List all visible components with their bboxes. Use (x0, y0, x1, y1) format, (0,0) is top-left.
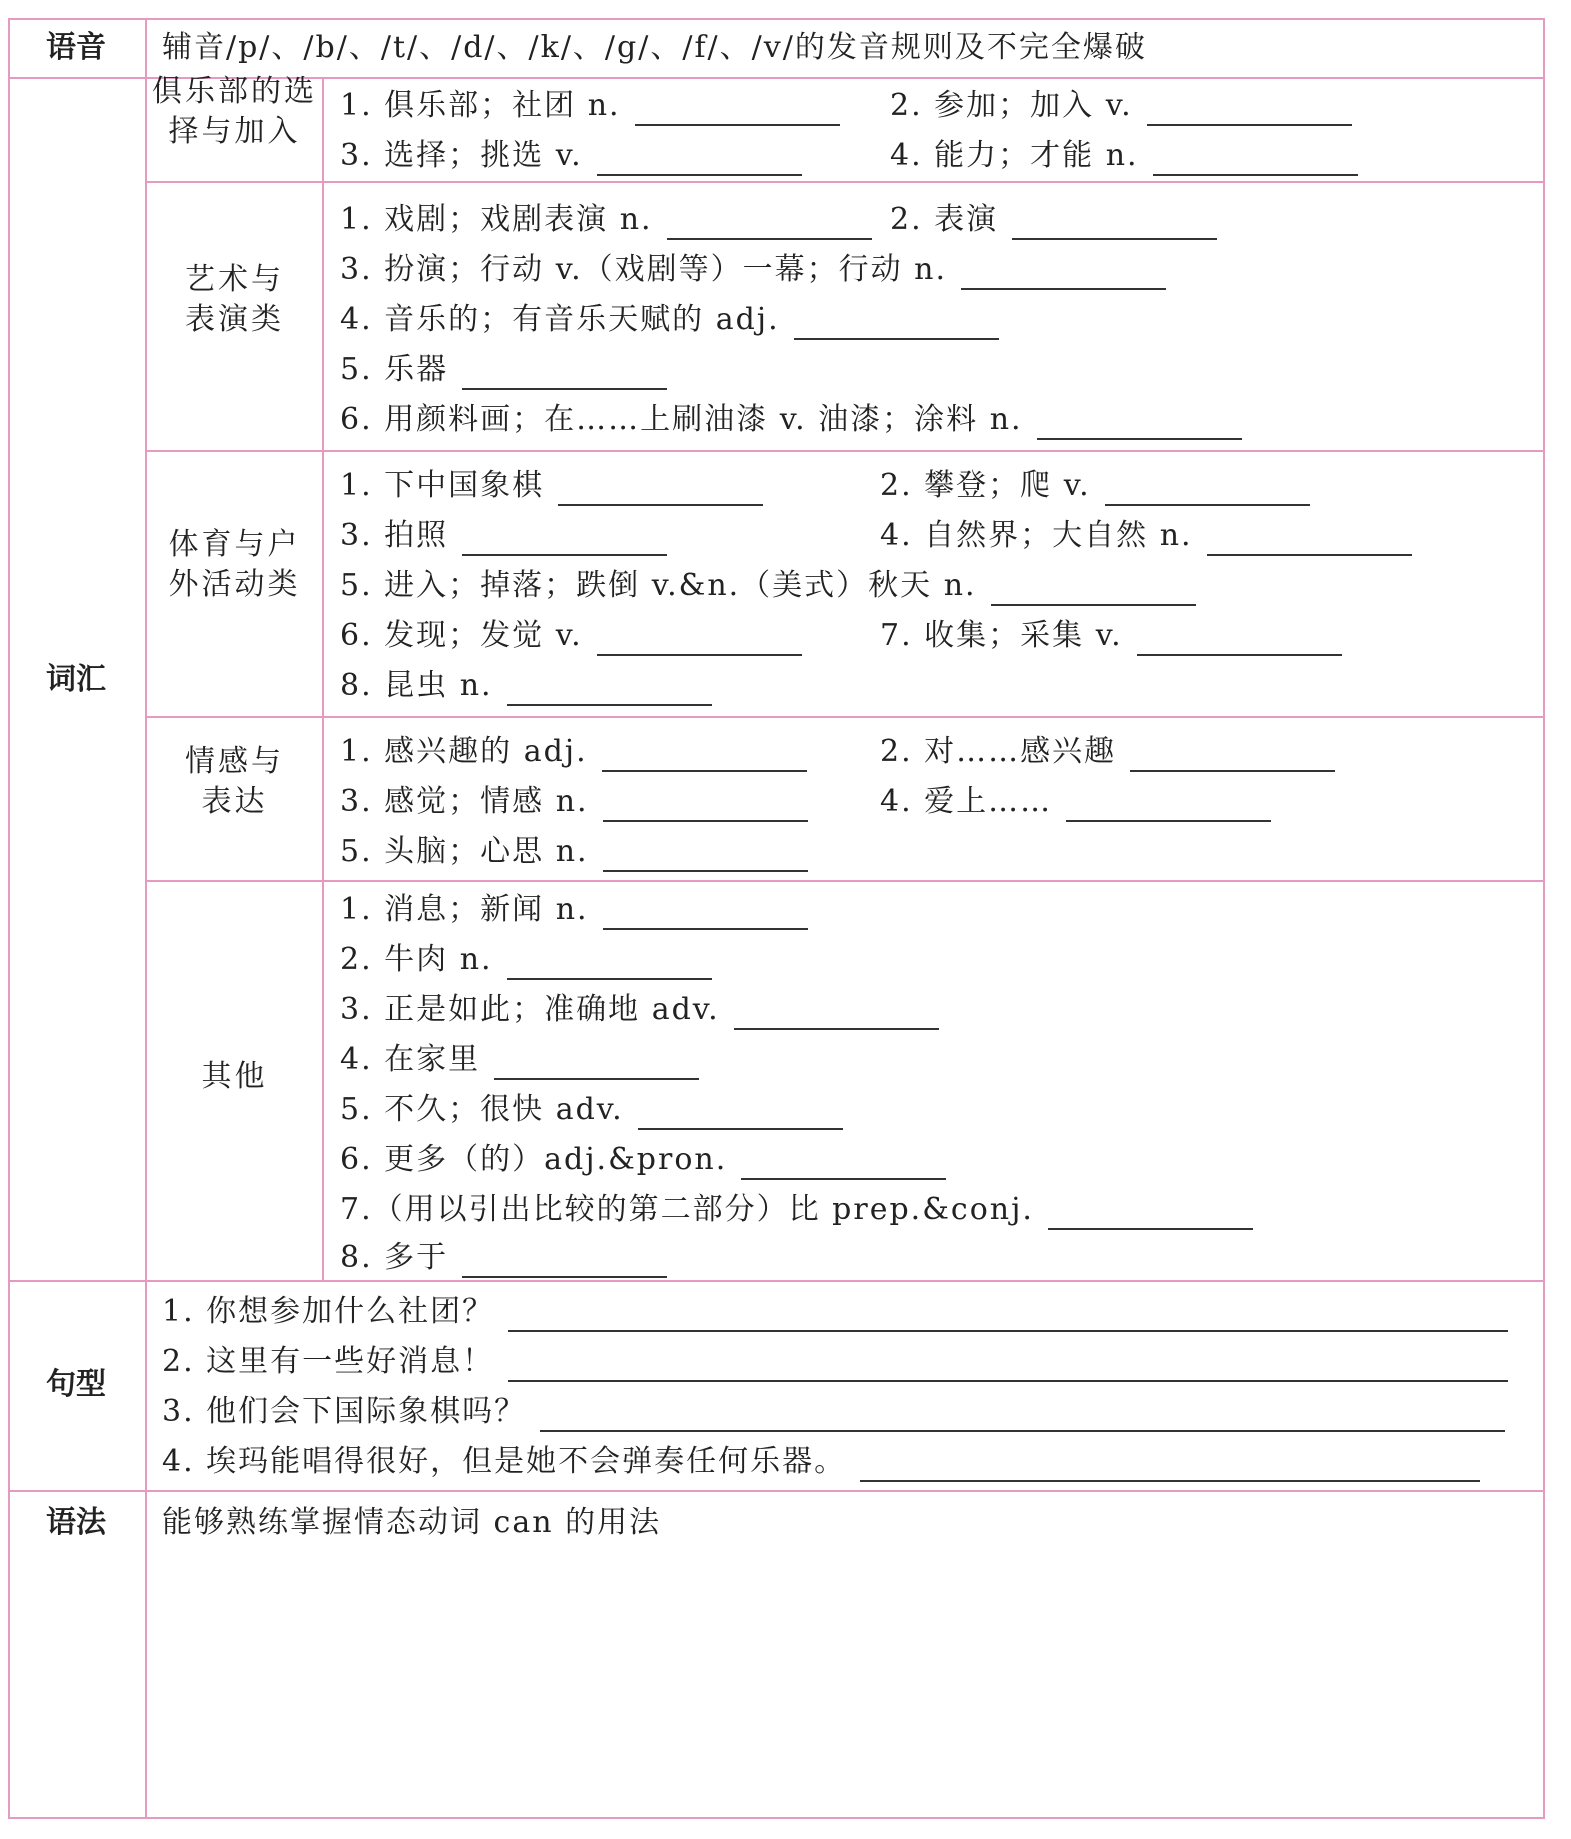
answer-blank[interactable] (1066, 798, 1271, 822)
row-divider (10, 1490, 1543, 1492)
group-title-line: 表演类 (185, 302, 284, 337)
answer-blank[interactable] (494, 1056, 699, 1080)
vocab-group-title (147, 1057, 322, 1097)
vocab-item (340, 1040, 699, 1080)
answer-blank[interactable] (1105, 482, 1310, 506)
vocab-item (880, 782, 1271, 822)
vocab-group-title (147, 260, 322, 340)
vocabulary-label: 词汇 (46, 662, 106, 697)
vocab-item (340, 1238, 667, 1278)
answer-blank[interactable] (508, 1358, 1508, 1382)
vocab-item (340, 616, 802, 656)
answer-blank[interactable] (638, 1106, 843, 1130)
phonetics-content: 辅音/p/、/b/、/t/、/d/、/k/、/g/、/f/、/v/的发音规则及不完全爆破 (162, 30, 1147, 65)
vocab-item (340, 300, 999, 340)
phonetics-label: 语音 (46, 30, 106, 65)
vocab-item (340, 940, 712, 980)
item-text: 4. 自然界；大自然 n. (880, 518, 1193, 553)
vocab-item (340, 1190, 1253, 1230)
answer-blank[interactable] (635, 102, 840, 126)
item-text: 1. 下中国象棋 (340, 468, 545, 503)
item-text: 5. 进入；掉落；跌倒 v.&n.（美式）秋天 n. (340, 568, 977, 603)
vocab-item (340, 516, 667, 556)
item-text: 1. 你想参加什么社团？ (162, 1294, 495, 1329)
answer-blank[interactable] (794, 316, 999, 340)
group-title-line: 其他 (201, 1059, 268, 1094)
answer-blank[interactable] (667, 216, 872, 240)
answer-blank[interactable] (603, 848, 808, 872)
grammar-content: 能够熟练掌握情态动词 can 的用法 (162, 1505, 662, 1540)
vocab-item (340, 732, 807, 772)
item-text: 1. 戏剧；戏剧表演 n. (340, 202, 653, 237)
sentence-item (162, 1342, 1508, 1382)
item-text: 4. 在家里 (340, 1042, 481, 1077)
item-text: 7.（用以引出比较的第二部分）比 prep.&conj. (340, 1192, 1034, 1227)
item-text: 4. 音乐的；有音乐天赋的 adj. (340, 302, 780, 337)
vocab-item (340, 1090, 843, 1130)
item-text: 2. 表演 (890, 202, 999, 237)
item-text: 6. 用颜料画；在……上刷油漆 v. 油漆；涂料 n. (340, 402, 1023, 437)
answer-blank[interactable] (558, 482, 763, 506)
sentence-item (162, 1392, 1505, 1432)
answer-blank[interactable] (991, 582, 1196, 606)
answer-blank[interactable] (1153, 152, 1358, 176)
vocab-item (340, 200, 872, 240)
answer-blank[interactable] (462, 532, 667, 556)
group-title-line: 表达 (201, 784, 268, 819)
item-text: 4. 能力；才能 n. (890, 138, 1139, 173)
sentence-item (162, 1292, 1508, 1332)
row-divider (145, 880, 1543, 882)
item-text: 6. 发现；发觉 v. (340, 618, 583, 653)
item-text: 3. 正是如此；准确地 adv. (340, 992, 720, 1027)
item-text: 1. 消息；新闻 n. (340, 892, 589, 927)
answer-blank[interactable] (741, 1156, 946, 1180)
answer-blank[interactable] (1130, 748, 1335, 772)
item-text: 3. 感觉；情感 n. (340, 784, 589, 819)
vocab-item (340, 990, 939, 1030)
group-title-line: 体育与户 (168, 527, 301, 562)
row-divider (145, 450, 1543, 452)
vocab-item (340, 832, 808, 872)
vocab-item (340, 86, 840, 126)
vocab-item (890, 136, 1358, 176)
vocab-item (340, 782, 808, 822)
answer-blank[interactable] (1137, 632, 1342, 656)
answer-blank[interactable] (540, 1408, 1505, 1432)
vocab-group-title (147, 525, 322, 605)
item-text: 3. 选择；挑选 v. (340, 138, 583, 173)
item-text: 3. 拍照 (340, 518, 449, 553)
group-title-line: 俱乐部的选 (152, 74, 317, 109)
group-title-line: 外活动类 (168, 567, 301, 602)
answer-blank[interactable] (462, 1254, 667, 1278)
sentence-item (162, 1442, 1480, 1482)
vocab-item (340, 1140, 946, 1180)
row-divider (145, 181, 1543, 183)
answer-blank[interactable] (1147, 102, 1352, 126)
answer-blank[interactable] (1048, 1206, 1253, 1230)
item-text: 8. 昆虫 n. (340, 668, 493, 703)
item-text: 2. 对……感兴趣 (880, 734, 1117, 769)
item-text: 2. 牛肉 n. (340, 942, 493, 977)
group-title-line: 情感与 (185, 744, 284, 779)
item-text: 5. 乐器 (340, 352, 449, 387)
answer-blank[interactable] (961, 266, 1166, 290)
item-text: 4. 爱上…… (880, 784, 1053, 819)
vocab-group-title (147, 742, 322, 822)
vocab-item (880, 516, 1412, 556)
answer-blank[interactable] (1037, 416, 1242, 440)
vocab-item (340, 666, 712, 706)
answer-blank[interactable] (603, 906, 808, 930)
vocab-item (340, 566, 1196, 606)
grammar-label: 语法 (46, 1505, 106, 1540)
item-text: 8. 多于 (340, 1240, 449, 1275)
answer-blank[interactable] (597, 152, 802, 176)
row-divider (10, 1280, 1543, 1282)
item-text: 5. 不久；很快 adv. (340, 1092, 624, 1127)
item-text: 3. 他们会下国际象棋吗？ (162, 1394, 527, 1429)
answer-blank[interactable] (597, 632, 802, 656)
answer-blank[interactable] (734, 1006, 939, 1030)
vocab-item (340, 400, 1242, 440)
item-text: 1. 感兴趣的 adj. (340, 734, 588, 769)
row-divider (145, 716, 1543, 718)
answer-blank[interactable] (462, 366, 667, 390)
item-text: 3. 扮演；行动 v.（戏剧等）一幕；行动 n. (340, 252, 948, 287)
answer-blank[interactable] (860, 1458, 1480, 1482)
item-text: 5. 头脑；心思 n. (340, 834, 589, 869)
group-title-line: 艺术与 (185, 262, 284, 297)
study-table (8, 18, 1545, 1819)
answer-blank[interactable] (508, 1308, 1508, 1332)
item-text: 4. 埃玛能唱得很好，但是她不会弹奏任何乐器。 (162, 1444, 847, 1479)
item-text: 2. 攀登；爬 v. (880, 468, 1091, 503)
vocab-item (890, 86, 1352, 126)
item-text: 2. 这里有一些好消息！ (162, 1344, 495, 1379)
vocab-item (340, 890, 808, 930)
group-title-line: 择与加入 (168, 114, 301, 149)
item-text: 6. 更多（的）adj.&pron. (340, 1142, 728, 1177)
vocab-item (880, 732, 1335, 772)
vocab-item (880, 466, 1310, 506)
sentences-label: 句型 (46, 1367, 106, 1402)
item-text: 2. 参加；加入 v. (890, 88, 1133, 123)
column-divider (322, 77, 324, 1280)
vocab-item (340, 466, 763, 506)
vocab-item (340, 136, 802, 176)
vocab-item (340, 350, 667, 390)
vocab-item (880, 616, 1342, 656)
answer-blank[interactable] (1207, 532, 1412, 556)
item-text: 1. 俱乐部；社团 n. (340, 88, 621, 123)
answer-blank[interactable] (602, 748, 807, 772)
vocab-group-title (147, 72, 322, 152)
vocab-item (340, 250, 1166, 290)
vocab-item (890, 200, 1217, 240)
answer-blank[interactable] (1012, 216, 1217, 240)
item-text: 7. 收集；采集 v. (880, 618, 1123, 653)
answer-blank[interactable] (507, 682, 712, 706)
answer-blank[interactable] (603, 798, 808, 822)
answer-blank[interactable] (507, 956, 712, 980)
